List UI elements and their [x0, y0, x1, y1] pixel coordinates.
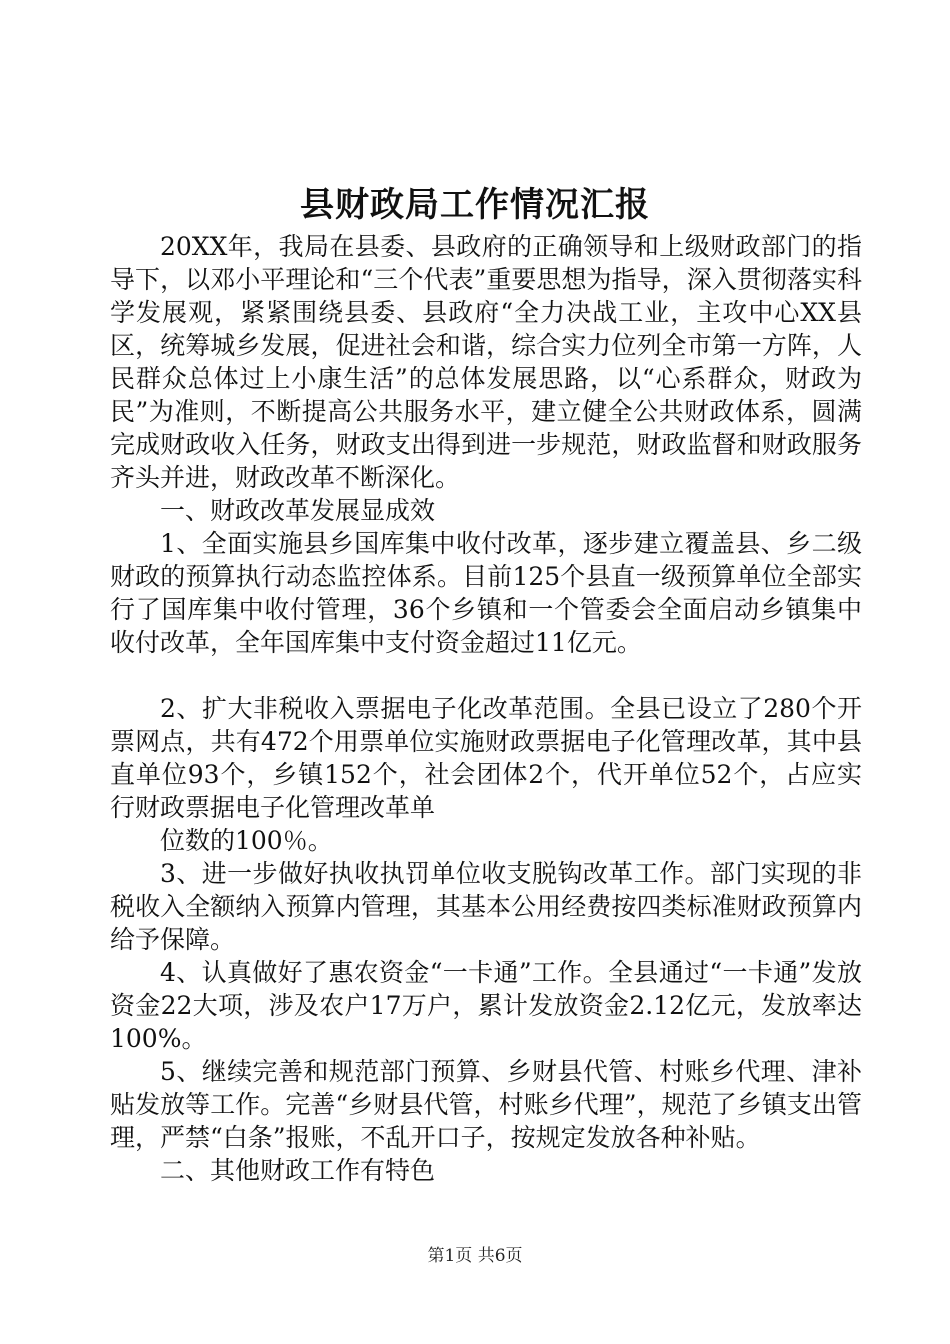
page-number-footer: 第1页 共6页	[427, 1246, 523, 1266]
intro-paragraph: 20XX年，我局在县委、县政府的正确领导和上级财政部门的指导下，以邓小平理论和“三个代表”重要思想为指导，深入贯彻落实科学发展观，紧紧围绕县委、县政府“全力决战工业，主攻中心XX县区，统筹城乡发展，促进社会和谐，综合实力位列全市第一方阵，人民群众总体过上小康生活”的总体发展思路，以“心系群众，财政为民”为准则，不断提高公共服务水平，建立健全公共财政体系，圆满完成财政收入任务，财政支出得到进一步规范，财政监督和财政服务齐头并进，财政改革不断深化。	[110, 232, 862, 492]
item-paragraph-2: 2、扩大非税收入票据电子化改革范围。全县已设立了280个开票网点，共有472个用票单位实施财政票据电子化管理改革，其中县直单位93个，乡镇152个，社会团体2个，代开单位52个，占应实行财政票据电子化管理改革单	[110, 694, 862, 822]
document-title: 县财政局工作情况汇报	[300, 185, 650, 225]
document-body	[110, 230, 862, 1187]
section-heading-1: 一、财政改革发展显成效	[160, 496, 436, 525]
item-paragraph-5: 5、继续完善和规范部门预算、乡财县代管、村账乡代理、津补贴发放等工作。完善“乡财县代管，村账乡代理”，规范了乡镇支出管理，严禁“白条”报账，不乱开口子，按规定发放各种补贴。	[110, 1057, 862, 1152]
item-paragraph-2-continued: 位数的100％。	[160, 826, 333, 855]
section-heading-2: 二、其他财政工作有特色	[160, 1156, 436, 1185]
paragraph-gap	[110, 659, 862, 692]
item-paragraph-3: 3、进一步做好执收执罚单位收支脱钩改革工作。部门实现的非税收入全额纳入预算内管理，其基本公用经费按四类标准财政预算内给予保障。	[110, 859, 862, 954]
item-paragraph-4: 4、认真做好了惠农资金“一卡通”工作。全县通过“一卡通”发放资金22大项，涉及农户17万户，累计发放资金2.12亿元，发放率达100%。	[110, 958, 862, 1053]
item-paragraph-1: 1、全面实施县乡国库集中收付改革，逐步建立覆盖县、乡二级财政的预算执行动态监控体系。目前125个县直一级预算单位全部实行了国库集中收付管理，36个乡镇和一个管委会全面启动乡镇集中收付改革，全年国库集中支付资金超过11亿元。	[110, 529, 862, 657]
